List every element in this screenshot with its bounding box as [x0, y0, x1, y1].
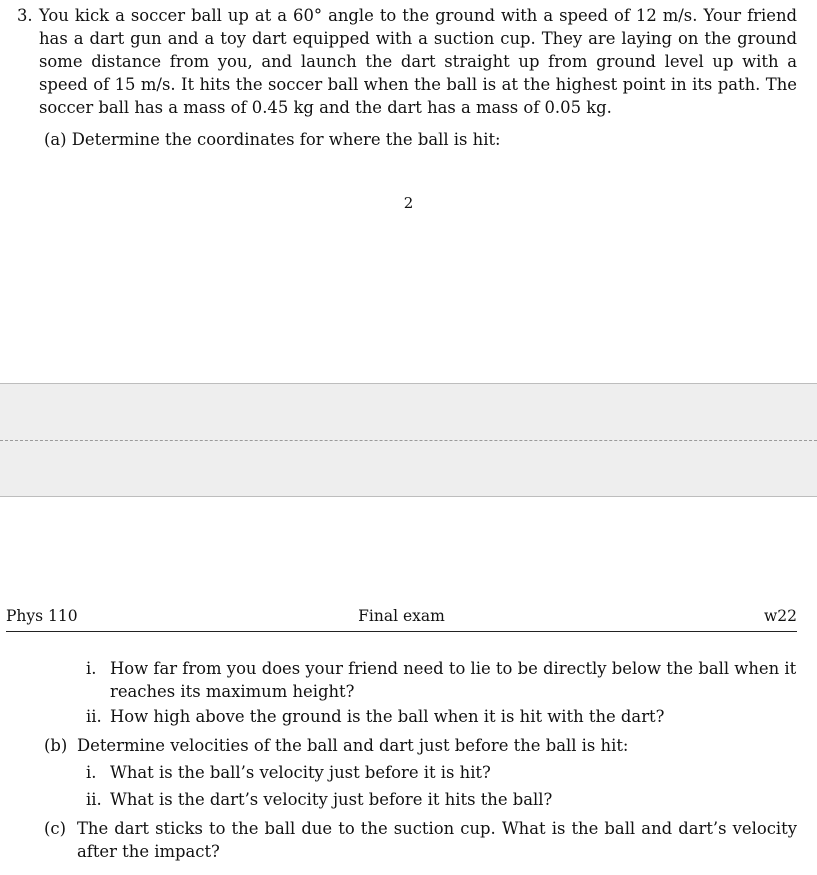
part-b-text: Determine velocities of the ball and dart just before the ball is hit:	[77, 736, 629, 755]
page-header	[6, 607, 797, 632]
header-term: w22	[764, 607, 797, 625]
part-b-prompt	[44, 734, 797, 757]
subquestion-text: What is the ball’s velocity just before it is hit?	[110, 763, 491, 782]
page-3-top-section	[0, 497, 817, 875]
part-c-text: The dart sticks to the ball due to the suction cup. What is the ball and dart’s velocity after the impact?	[77, 819, 797, 861]
problem-3	[17, 4, 797, 119]
subquestion-label: ii.	[86, 790, 102, 809]
part-a-prompt	[44, 128, 501, 151]
part-c-label: (c)	[44, 819, 66, 838]
header-title: Final exam	[358, 607, 445, 625]
part-b-subquestion-i	[86, 761, 797, 784]
part-a-subquestion-i	[86, 657, 797, 703]
part-a-subquestion-ii	[86, 705, 797, 728]
problem-statement: You kick a soccer ball up at a 60° angle to the ground with a speed of 12 m/s. Your friend has a dart gun and a toy dart equipped with a suction cup. They are laying on the ground some distance from you, and launch the dart straight up from ground level up with a speed of 15 m/s. It hits the soccer ball when the ball is at the highest point in its path. The soccer ball has a mass of 0.45 kg and the dart has a mass of 0.05 kg.	[39, 6, 797, 117]
page-separator	[0, 383, 817, 497]
page-2-bottom-section	[0, 0, 817, 383]
problem-number: 3.	[17, 6, 33, 25]
page-break-line	[0, 440, 817, 441]
subquestion-text: How far from you does your friend need to lie to be directly below the ball when it reaches its maximum height?	[110, 659, 797, 701]
subquestion-label: i.	[86, 763, 97, 782]
page-number: 2	[403, 194, 414, 212]
part-b-label: (b)	[44, 736, 68, 755]
subquestion-label: i.	[86, 659, 97, 678]
subquestion-label: ii.	[86, 707, 102, 726]
subquestion-text: How high above the ground is the ball when it is hit with the dart?	[110, 707, 665, 726]
part-c-prompt	[44, 817, 797, 863]
part-a-text: Determine the coordinates for where the ball is hit:	[71, 130, 501, 149]
subquestion-text: What is the dart’s velocity just before it hits the ball?	[110, 790, 553, 809]
part-b-subquestion-ii	[86, 788, 797, 811]
header-course: Phys 110	[6, 607, 78, 625]
part-a-label: (a)	[44, 130, 67, 149]
